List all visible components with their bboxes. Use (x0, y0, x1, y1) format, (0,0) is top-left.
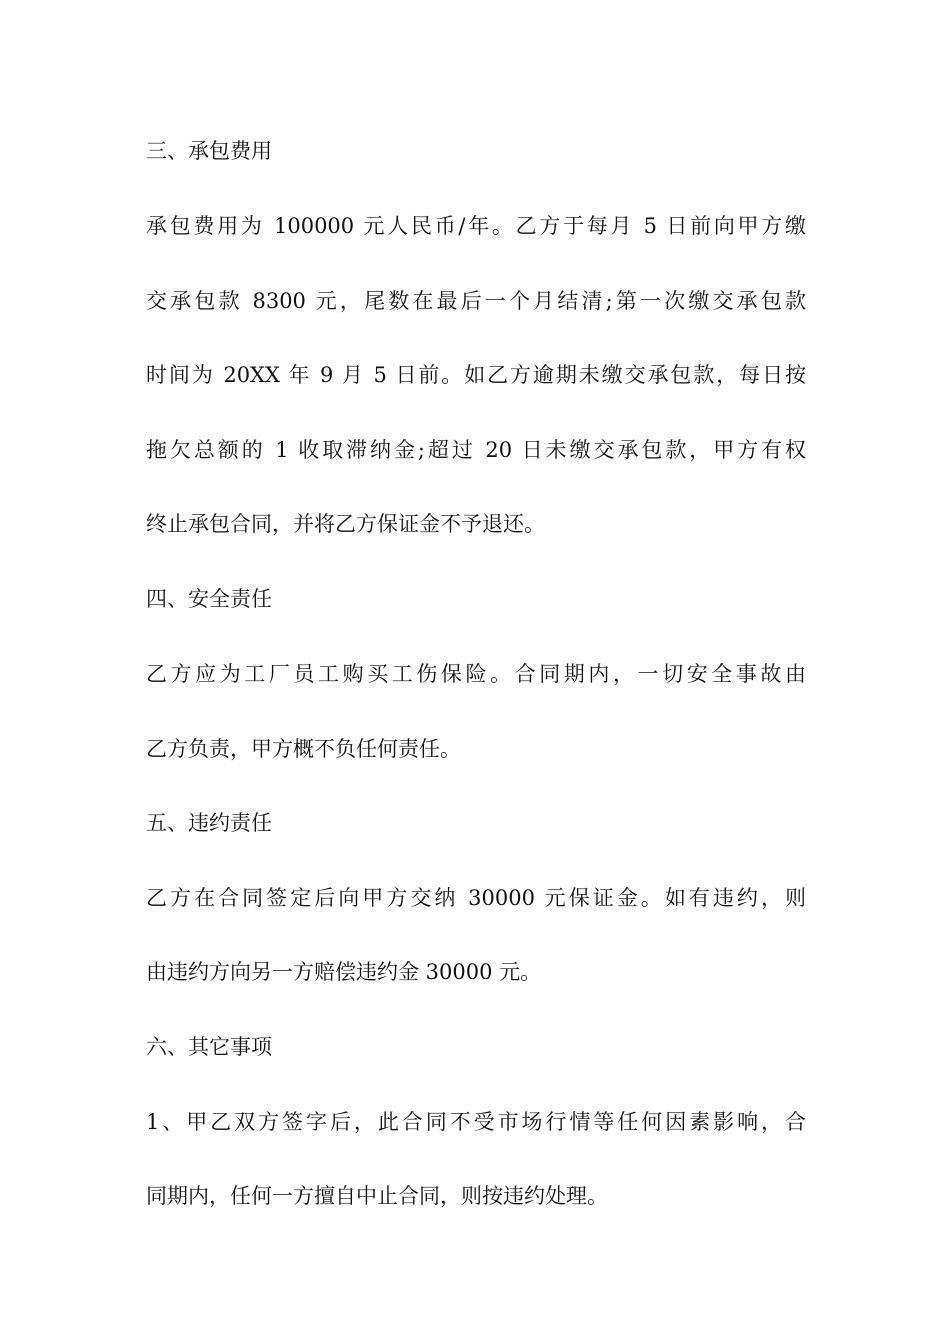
paragraph-line: 乙方负责，甲方概不负任何责任。 (146, 737, 461, 761)
paragraph-line: 同期内，任何一方擅自中止合同，则按违约处理。 (146, 1184, 608, 1208)
paragraph-line: 乙方应为工厂员工购买工伤保险。合同期内，一切安全事故由 (146, 662, 806, 686)
paragraph-line: 承包费用为 100000 元人民币/年。乙方于每月 5 日前向甲方缴 (146, 214, 806, 238)
paragraph-line: 时间为 20XX 年 9 月 5 日前。如乙方逾期未缴交承包款，每日按 (146, 363, 806, 387)
paragraph-line: 乙方在合同签定后向甲方交纳 30000 元保证金。如有违约，则 (146, 886, 806, 910)
paragraph-line: 1、甲乙双方签字后，此合同不受市场行情等任何因素影响，合 (146, 1110, 806, 1134)
paragraph-line: 拖欠总额的 1 收取滞纳金;超过 20 日未缴交承包款，甲方有权 (146, 438, 806, 462)
paragraph-line: 由违约方向另一方赔偿违约金 30000 元。 (146, 960, 542, 984)
section-heading-safety: 四、安全责任 (146, 587, 272, 611)
paragraph-line: 终止承包合同，并将乙方保证金不予退还。 (146, 512, 545, 536)
section-heading-contract-fee: 三、承包费用 (146, 139, 272, 163)
section-heading-breach: 五、违约责任 (146, 811, 272, 835)
section-heading-other: 六、其它事项 (146, 1035, 272, 1059)
paragraph-line: 交承包款 8300 元，尾数在最后一个月结清;第一次缴交承包款 (146, 289, 806, 313)
